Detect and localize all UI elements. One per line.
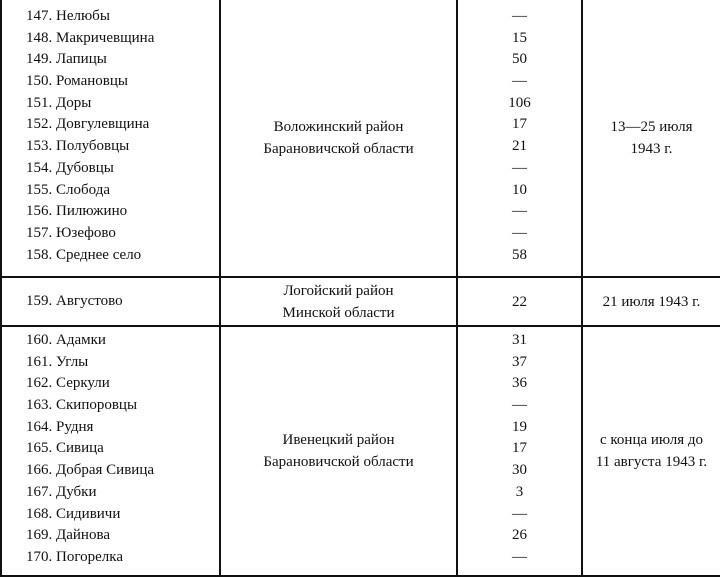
count-value: 26 <box>512 527 527 544</box>
village-name: 154. Дубовцы <box>26 159 114 176</box>
village-name: 159. Августово <box>26 292 123 309</box>
village-name: 163. Скипоровцы <box>26 397 138 414</box>
count-value: — <box>512 8 527 24</box>
village-name: 165. Сивица <box>26 440 104 457</box>
count-value: — <box>512 73 527 90</box>
count-value: 17 <box>512 440 527 457</box>
date-text: 13—25 июля <box>610 119 693 135</box>
village-name: 156. Пилюжино <box>26 203 128 220</box>
village-name: 164. Рудня <box>26 418 94 435</box>
count-value: — <box>512 203 527 220</box>
date-cell <box>582 277 720 326</box>
count-value: 30 <box>512 462 527 479</box>
region-name: Барановичской области <box>263 454 414 470</box>
village-name: 148. Макричевщина <box>26 29 155 46</box>
table-row <box>1 277 720 326</box>
village-names-cell <box>1 0 220 277</box>
village-name: 160. Адамки <box>26 332 106 348</box>
village-name: 149. Лапицы <box>26 51 107 68</box>
district-cell <box>220 0 457 277</box>
table-row <box>1 326 720 576</box>
village-name: 152. Довгулевщина <box>26 116 150 133</box>
count-value: 106 <box>508 94 531 111</box>
count-value: — <box>512 505 527 522</box>
date-text: с конца июля до <box>599 432 704 448</box>
village-names-cell <box>1 326 220 576</box>
date-text: 11 августа 1943 г. <box>595 454 708 470</box>
count-value: — <box>512 548 527 565</box>
count-cell <box>457 0 582 277</box>
village-name: 151. Доры <box>26 94 92 111</box>
count-value: 58 <box>512 246 527 263</box>
village-name: 167. Дубки <box>26 483 97 500</box>
count-value: 19 <box>512 418 527 435</box>
date-text: 21 июля 1943 г. <box>602 293 701 310</box>
count-value: 10 <box>512 181 527 198</box>
district-name: Воложинский район <box>273 119 404 135</box>
village-name: 157. Юзефово <box>26 224 116 241</box>
date-cell <box>582 326 720 576</box>
table-row <box>1 0 720 277</box>
count-value: 3 <box>515 483 524 500</box>
count-value: 22 <box>512 293 527 310</box>
count-value: 31 <box>512 332 527 348</box>
count-value: — <box>512 397 527 414</box>
village-name: 170. Погорелка <box>26 548 123 565</box>
region-name: Барановичской области <box>263 141 414 157</box>
village-name: 162. Серкули <box>26 375 110 392</box>
region-name: Минской области <box>282 304 395 321</box>
count-value: — <box>512 224 527 241</box>
village-name: 150. Романовцы <box>26 73 128 90</box>
count-value: 17 <box>512 116 527 133</box>
count-cell <box>457 326 582 576</box>
village-name: 161. Углы <box>26 353 89 370</box>
village-name: 153. Полубовцы <box>26 138 130 155</box>
village-name: 158. Среднее село <box>26 246 142 263</box>
village-name: 169. Дайнова <box>26 527 110 544</box>
village-name: 147. Нелюбы <box>26 8 110 24</box>
district-name: Ивенецкий район <box>282 432 395 448</box>
date-cell <box>582 0 720 277</box>
count-value: — <box>512 159 527 176</box>
village-name: 168. Сидивичи <box>26 505 121 522</box>
village-name: 166. Добрая Сивица <box>26 462 154 479</box>
village-name: 155. Слобода <box>26 181 110 198</box>
count-cell <box>457 277 582 326</box>
count-value: 21 <box>512 138 527 155</box>
count-value: 15 <box>512 29 527 46</box>
count-value: 50 <box>512 51 527 68</box>
district-cell <box>220 326 457 576</box>
date-text: 1943 г. <box>630 141 673 157</box>
count-value: 36 <box>512 375 527 392</box>
district-cell <box>220 277 457 326</box>
village-names-cell <box>1 277 220 326</box>
count-value: 37 <box>512 353 527 370</box>
district-name: Логойский район <box>283 282 394 299</box>
